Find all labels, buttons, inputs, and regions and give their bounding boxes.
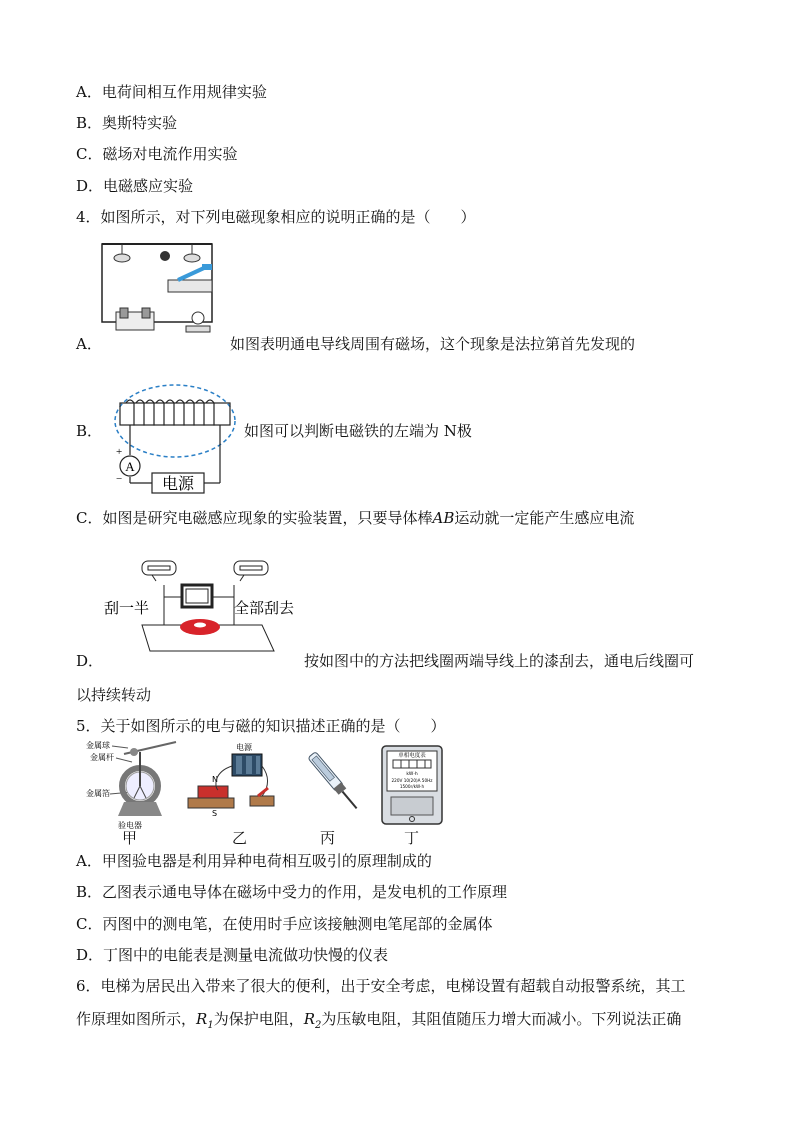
q4-a-text: 如图表明通电导线周围有磁场，这个现象是法拉第首先发现的	[230, 335, 636, 353]
q5-option-c: C．丙图中的测电笔，在使用时手应该接触测电笔尾部的金属体	[76, 915, 493, 933]
q5-fig-yi-circuit	[184, 742, 294, 822]
scrape-half-label: 刮一半	[104, 599, 150, 617]
q6-r2: R	[303, 1010, 315, 1028]
q6-line-2-b: 为保护电阻，	[213, 1010, 304, 1028]
q4-c-text-ab: AB	[432, 509, 455, 527]
metal-rod-label: 金属杆	[90, 753, 114, 762]
q5-caption-yi: 乙	[232, 829, 248, 847]
q4-d-label: D．	[76, 652, 104, 670]
n-pole-label: N	[212, 775, 218, 784]
q5-caption-ding: 丁	[404, 829, 420, 847]
q4-b-text: 如图可以判断电磁铁的左端为 N极	[244, 422, 472, 440]
meter-rev: 1500r/kW·h	[399, 784, 425, 789]
meter-unit: kW·h	[406, 772, 418, 777]
q5-caption-bing: 丙	[320, 829, 336, 847]
q4-a-label: A．	[76, 335, 102, 353]
q4-d-text-cont: 以持续转动	[76, 686, 152, 704]
q5-option-b: B．乙图表示通电导体在磁场中受力的作用，是发电机的工作原理	[76, 883, 508, 901]
q6-r1-sub: 1	[207, 1020, 214, 1031]
q4-b-label: B．	[76, 422, 103, 440]
power-source-label: 电源	[161, 474, 195, 493]
q5-option-d: D．丁图中的电能表是测量电流做功快慢的仪表	[76, 946, 389, 964]
q4-d-text: 按如图中的方法把线圈两端导线上的漆刮去，通电后线圈可	[304, 652, 695, 670]
q6-r1: R	[196, 1010, 208, 1028]
q4-b-electromagnet-figure	[112, 373, 242, 498]
q5-fig-bing-test-pen	[304, 747, 364, 819]
q6-line-2-c: 为压敏电阻，其阻值随压力增大而减小。下列说法正确	[321, 1010, 682, 1028]
q6-line-2	[76, 1009, 681, 1036]
metal-ball-label: 金属球	[86, 741, 110, 750]
q5-fig-ding-energy-meter	[381, 745, 443, 825]
q4-c-text-post: 运动就一定能产生感应电流	[454, 509, 635, 527]
ammeter-label: A	[125, 459, 135, 474]
ammeter-minus: −	[116, 473, 123, 485]
q5-stem: 5．关于如图所示的电与磁的知识描述正确的是（ ）	[76, 717, 446, 735]
electroscope-label: 验电器	[118, 821, 142, 830]
metal-foil-label: 金属箔	[86, 789, 110, 798]
scrape-all-label: 全部刮去	[234, 599, 295, 617]
q5-fig-jia-electroscope	[84, 740, 184, 832]
q3-option-c: C．磁场对电流作用实验	[76, 145, 238, 163]
q3-option-d: D．电磁感应实验	[76, 177, 194, 195]
q3-option-b: B．奥斯特实验	[76, 114, 178, 132]
q4-a-circuit-figure	[100, 238, 230, 338]
q5-caption-jia: 甲	[122, 829, 138, 847]
q4-c-text-pre: C．如图是研究电磁感应现象的实验装置，只要导体棒	[76, 509, 433, 527]
s-pole-label: S	[212, 809, 218, 818]
ammeter-plus: +	[116, 446, 123, 458]
q6-r2-sub: 2	[315, 1020, 322, 1031]
meter-spec: 220V 10(20)A 50Hz	[391, 778, 433, 783]
q5-option-a: A．甲图验电器是利用异种电荷相互吸引的原理制成的	[76, 852, 432, 870]
power-label: 电源	[236, 743, 252, 752]
q6-line-1: 6．电梯为居民出入带来了很大的便利，出于安全考虑，电梯设置有超载自动报警系统，其工	[76, 977, 686, 995]
q4-c-text	[76, 508, 634, 528]
q3-option-a: A．电荷间相互作用规律实验	[76, 83, 267, 101]
q4-stem: 4．如图所示，对下列电磁现象相应的说明正确的是（ ）	[76, 208, 476, 226]
q4-d-motor-figure	[102, 555, 295, 657]
meter-title: 单相电度表	[398, 753, 426, 759]
q6-line-2-a: 作原理如图所示，	[76, 1010, 197, 1028]
